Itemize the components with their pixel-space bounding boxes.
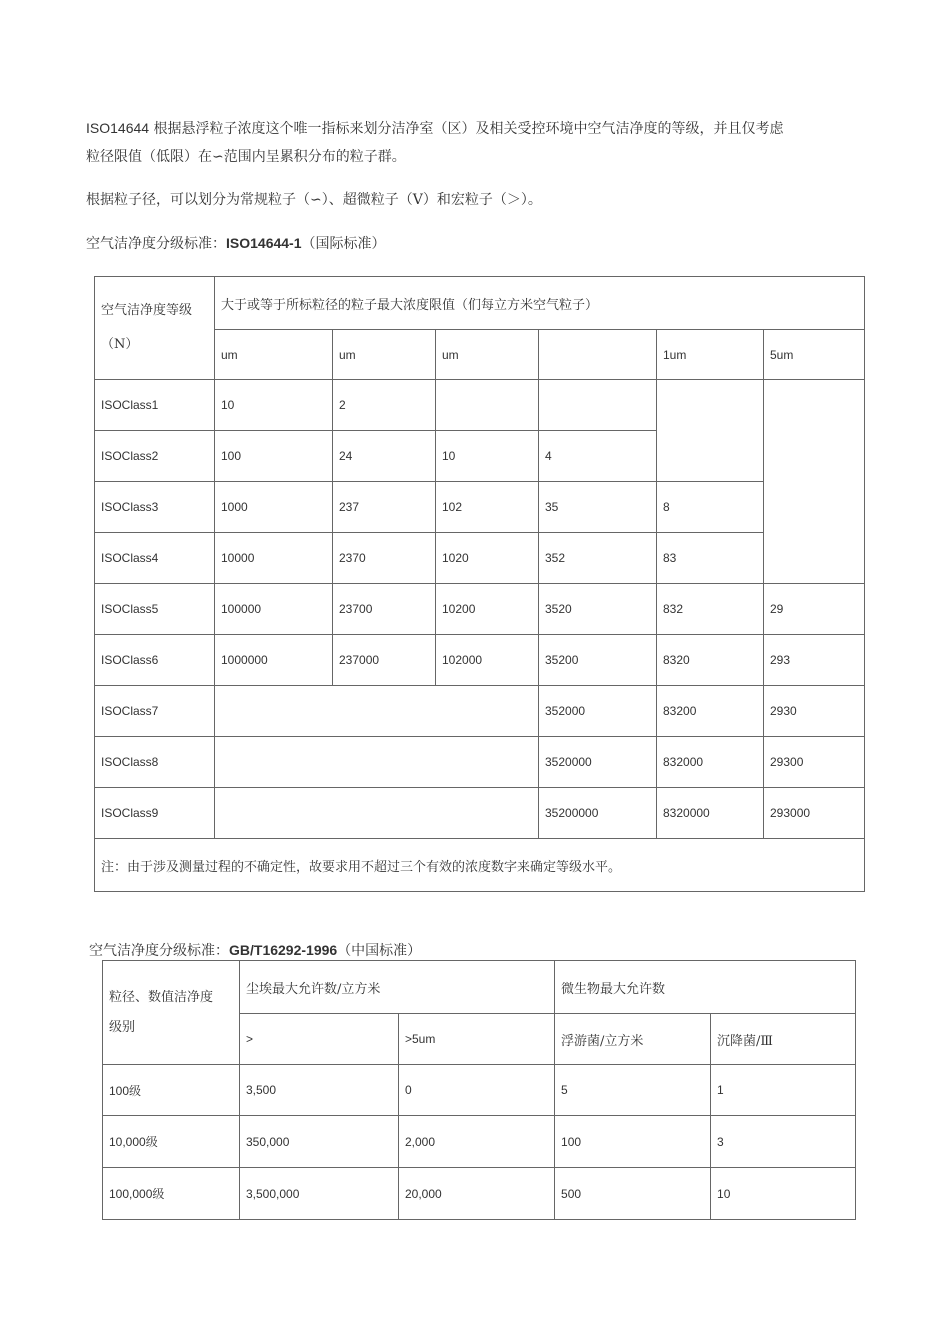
size-header: um [436,330,539,380]
limit-cell: 10 [436,431,539,482]
table-row [95,686,865,737]
particle-size-paragraph: 根据粒子径，可以划分为常规粒子（∽）、超微粒子（V）和宏粒子（＞）。 [86,192,542,208]
limit-cell: 83200 [657,686,764,737]
table-row [103,1065,856,1116]
size-header: 5um [764,330,865,380]
limit-cell-empty [657,380,764,482]
gb-microbe-header: 微生物最大允许数 [555,961,856,1014]
gb-cell: 100 [555,1116,711,1168]
limit-cell: 35200 [539,635,657,686]
gb-title-prefix: 空气洁净度分级标准： [89,943,229,959]
gb-grade-header-line1: 粒径、数值洁净度 [109,989,214,1005]
limit-cell: 29300 [764,737,865,788]
iso-classification-table [94,276,865,892]
limit-cell: 83 [657,533,764,584]
limit-cell: 10000 [215,533,333,584]
table-row [95,788,865,839]
gb-title-suffix: （中国标准） [337,943,422,959]
class-label: ISOClass5 [95,584,215,635]
gb-grade-value: 10,000 [109,1135,146,1149]
class-label: ISOClass3 [95,482,215,533]
gb-cell: 3,500,000 [240,1168,399,1220]
intro-line1-text: 根据悬浮粒子浓度这个唯一指标来划分洁净室（区）及相关受控环境中空气洁净度的等级，并且仅考虑 [153,121,784,137]
size-header: um [333,330,436,380]
gb-grade-unit: 级 [145,1135,158,1149]
gb-grade-label [103,1116,240,1168]
limit-cell: 100000 [215,584,333,635]
limit-cell: 10 [215,380,333,431]
gb-grade-unit: 级 [152,1187,165,1201]
table-row [95,584,865,635]
table-row [95,380,865,431]
iso-limit-header: 大于或等于所标粒径的粒子最大浓度限值（们每立方米空气粒子） [215,277,865,330]
table-row [103,1168,856,1220]
limit-cell: 1020 [436,533,539,584]
limit-cell: 4 [539,431,657,482]
table-row [95,533,865,584]
class-label: ISOClass4 [95,533,215,584]
gb-grade-value: 100,000 [109,1187,153,1201]
limit-cell [539,380,657,431]
limit-cell: 3520000 [539,737,657,788]
gb-cell: 350,000 [240,1116,399,1168]
limit-cell: 8320000 [657,788,764,839]
limit-cell: 832000 [657,737,764,788]
gb-grade-unit: 级 [129,1083,142,1098]
limit-cell: 8320 [657,635,764,686]
gb-sub-header: 浮游菌/立方米 [555,1014,711,1065]
gb-grade-label [103,1065,240,1116]
size-header: 1um [657,330,764,380]
limit-cell: 352 [539,533,657,584]
gb-sub-header: 沉降菌/Ⅲ [711,1014,856,1065]
gb-grade-header [103,961,240,1065]
size-header [539,330,657,380]
limit-cell-empty [215,686,539,737]
intro-standard-code: ISO14644 [86,120,150,136]
limit-cell: 3520 [539,584,657,635]
limit-cell-empty [215,737,539,788]
limit-cell [436,380,539,431]
limit-cell-empty [215,788,539,839]
limit-cell: 237 [333,482,436,533]
gb-cell: 5 [555,1065,711,1116]
class-label: ISOClass2 [95,431,215,482]
gb-cell: 3 [711,1116,856,1168]
table-row [95,737,865,788]
limit-cell: 23700 [333,584,436,635]
limit-cell: 102 [436,482,539,533]
gb-cell: 3,500 [240,1065,399,1116]
limit-cell: 832 [657,584,764,635]
gb-dust-header: 尘埃最大允许数/立方米 [240,961,555,1014]
limit-cell: 102000 [436,635,539,686]
size-header: um [215,330,333,380]
limit-cell: 100 [215,431,333,482]
intro-paragraph [86,114,876,171]
limit-cell: 2930 [764,686,865,737]
limit-cell: 10200 [436,584,539,635]
limit-cell: 352000 [539,686,657,737]
limit-cell: 2 [333,380,436,431]
gb-grade-value: 100 [109,1083,130,1098]
iso-class-header-line1: 空气洁净度等级 [101,303,193,318]
iso-class-header [95,277,215,380]
table-row [103,1116,856,1168]
gb-cell: 10 [711,1168,856,1220]
iso-standard-title [86,229,876,258]
limit-cell: 1000000 [215,635,333,686]
limit-cell: 293000 [764,788,865,839]
gb-cell: 2,000 [399,1116,555,1168]
class-label: ISOClass6 [95,635,215,686]
iso-title-code: ISO14644-1 [226,235,302,251]
gb-classification-table [102,960,856,1220]
limit-cell: 1000 [215,482,333,533]
iso-title-suffix: （国际标准） [301,236,386,252]
gb-cell: 20,000 [399,1168,555,1220]
gb-grade-label [103,1168,240,1220]
limit-cell: 24 [333,431,436,482]
iso-table-note: 注：由于涉及测量过程的不确定性，故要求用不超过三个有效的浓度数字来确定等级水平。 [95,839,865,892]
gb-sub-header: > [240,1014,399,1065]
gb-sub-header: >5um [399,1014,555,1065]
limit-cell: 237000 [333,635,436,686]
iso-title-prefix: 空气洁净度分级标准： [86,236,226,252]
limit-cell: 35200000 [539,788,657,839]
gb-cell: 500 [555,1168,711,1220]
limit-cell-empty [764,380,865,584]
table-row [95,482,865,533]
gb-cell: 1 [711,1065,856,1116]
gb-title-code: GB/T16292-1996 [229,942,338,958]
intro-line2-text: 粒径限值（低限）在∽范围内呈累积分布的粒子群。 [86,149,406,165]
class-label: ISOClass7 [95,686,215,737]
limit-cell: 8 [657,482,764,533]
table-row [95,635,865,686]
limit-cell: 35 [539,482,657,533]
limit-cell: 293 [764,635,865,686]
iso-class-header-line2: （N） [101,337,139,352]
class-label: ISOClass9 [95,788,215,839]
limit-cell: 29 [764,584,865,635]
gb-grade-header-line2: 级别 [109,1019,136,1035]
class-label: ISOClass1 [95,380,215,431]
class-label: ISOClass8 [95,737,215,788]
gb-cell: 0 [399,1065,555,1116]
limit-cell: 2370 [333,533,436,584]
